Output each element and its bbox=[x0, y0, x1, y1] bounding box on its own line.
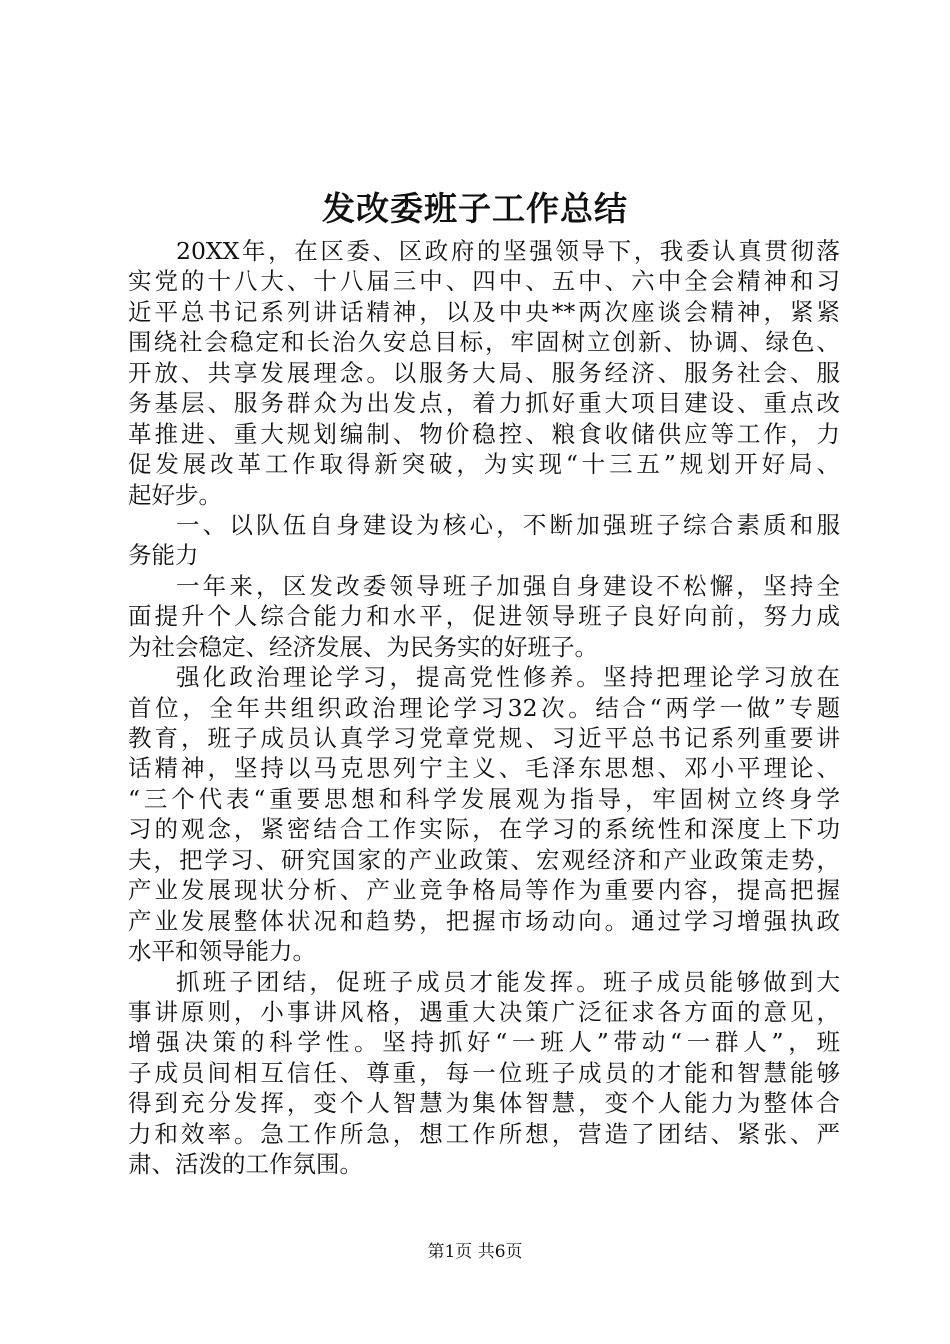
paragraph-line: 子成员间相互信任、尊重，每一位班子成员的才能和智慧能够 bbox=[128, 1058, 840, 1087]
paragraph-line: 习的观念，紧密结合工作实际，在学习的系统性和深度上下功 bbox=[128, 815, 840, 844]
paragraph-line: 强化政治理论学习，提高党性修养。坚持把理论学习放在 bbox=[176, 663, 840, 692]
paragraph-line: 一年来，区发改委领导班子加强自身建设不松懈，坚持全 bbox=[176, 571, 840, 600]
paragraph-line: 面提升个人综合能力和水平，促进领导班子良好向前，努力成 bbox=[128, 602, 840, 631]
paragraph-line: 事讲原则，小事讲风格，遇重大决策广泛征求各方面的意见， bbox=[128, 997, 840, 1026]
paragraph-line: “三个代表“重要思想和科学发展观为指导，牢固树立终身学 bbox=[128, 784, 840, 813]
paragraph-line: 产业发展现状分析、产业竞争格局等作为重要内容，提高把握 bbox=[128, 876, 840, 905]
paragraph-line: 革推进、重大规划编制、物价稳控、粮食收储供应等工作，力 bbox=[128, 419, 840, 448]
section-heading-line: 务能力 bbox=[128, 541, 199, 570]
document-body bbox=[128, 236, 840, 1180]
paragraph-line: 话精神，坚持以马克思列宁主义、毛泽东思想、邓小平理论、 bbox=[128, 754, 840, 783]
paragraph-line: 实党的十八大、十八届三中、四中、五中、六中全会精神和习 bbox=[128, 267, 840, 296]
paragraph-line: 为社会稳定、经济发展、为民务实的好班子。 bbox=[128, 632, 598, 661]
page-number-footer: 第1页 共6页 bbox=[427, 1242, 523, 1262]
paragraph-line: 教育，班子成员认真学习党章党规、习近平总书记系列重要讲 bbox=[128, 724, 840, 752]
section-heading-line: 一、以队伍自身建设为核心，不断加强班子综合素质和服 bbox=[176, 510, 840, 539]
paragraph-line: 起好步。 bbox=[128, 480, 222, 509]
paragraph-line: 夫，把学习、研究国家的产业政策、宏观经济和产业政策走势， bbox=[128, 845, 840, 874]
paragraph-line: 力和效率。急工作所急，想工作所想，营造了团结、紧张、严 bbox=[128, 1119, 840, 1148]
paragraph-line: 抓班子团结，促班子成员才能发挥。班子成员能够做到大 bbox=[176, 967, 840, 996]
document-title: 发改委班子工作总结 bbox=[322, 189, 628, 228]
paragraph-line: 促发展改革工作取得新突破，为实现“十三五”规划开好局、 bbox=[128, 450, 840, 479]
paragraph-line: 开放、共享发展理念。以服务大局、服务经济、服务社会、服 bbox=[128, 358, 840, 387]
paragraph-line: 首位，全年共组织政治理论学习32次。结合“两学一做”专题 bbox=[128, 693, 840, 722]
paragraph-line: 肃、活泼的工作氛围。 bbox=[128, 1150, 363, 1179]
paragraph-line: 产业发展整体状况和趋势，把握市场动向。通过学习增强执政 bbox=[128, 906, 840, 935]
paragraph-line: 务基层、服务群众为出发点，着力抓好重大项目建设、重点改 bbox=[128, 389, 840, 418]
paragraph-line: 围绕社会稳定和长治久安总目标，牢固树立创新、协调、绿色、 bbox=[128, 328, 840, 357]
paragraph-line: 水平和领导能力。 bbox=[128, 937, 316, 966]
paragraph-line: 增强决策的科学性。坚持抓好“一班人”带动“一群人”，班 bbox=[128, 1028, 840, 1057]
paragraph-line: 得到充分发挥，变个人智慧为集体智慧，变个人能力为整体合 bbox=[128, 1089, 840, 1118]
paragraph-line: 20XX年，在区委、区政府的坚强领导下，我委认真贯彻落 bbox=[176, 237, 840, 265]
paragraph-line: 近平总书记系列讲话精神，以及中央**两次座谈会精神，紧紧 bbox=[128, 297, 840, 326]
